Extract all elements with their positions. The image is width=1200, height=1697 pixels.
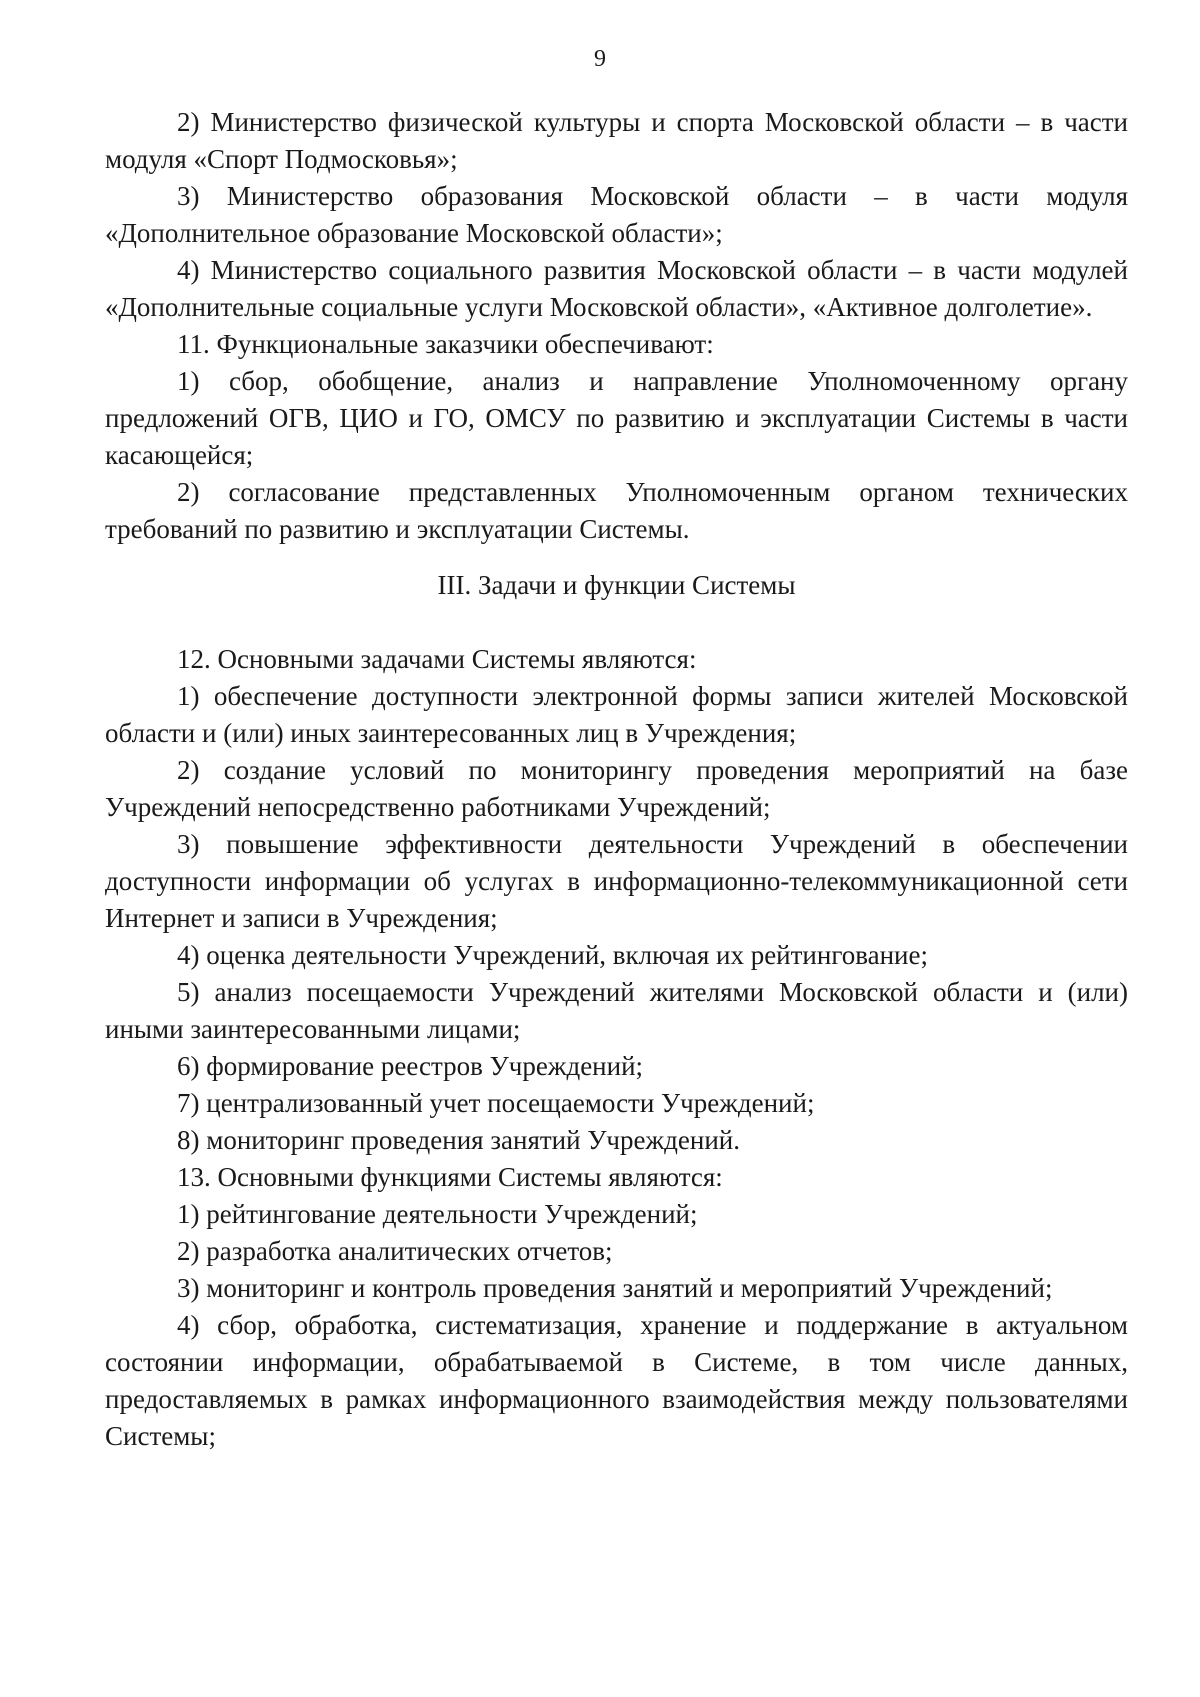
paragraph: 1) сбор, обобщение, анализ и направление Уполномоченному органу предложений ОГВ, ЦИО и ГО, ОМСУ по развитию и эксплуатации Системы в части касающейся; (105, 366, 1128, 470)
page-number: 9 (594, 46, 606, 72)
paragraph: 3) повышение эффективности деятельности Учреждений в обеспечении доступности информации об услугах в информационно-телекоммуникационной сети Интернет и записи в Учреждения; (105, 829, 1128, 933)
paragraph: 7) централизованный учет посещаемости Учреждений; (177, 1088, 815, 1118)
paragraph: 12. Основными задачами Системы являются: (177, 644, 697, 674)
paragraph: 4) сбор, обработка, систематизация, хранение и поддержание в актуальном состоянии информации, обрабатываемой в Системе, в том числе данных, предоставляемых в рамках информационного взаимодействия между пользователями Системы; (105, 1310, 1128, 1451)
paragraph: 5) анализ посещаемости Учреждений жителями Московской области и (или) иными заинтересованными лицами; (105, 977, 1128, 1044)
section-heading: III. Задачи и функции Системы (437, 570, 796, 600)
paragraph: 13. Основными функциями Системы являются: (177, 1162, 723, 1192)
paragraph: 8) мониторинг проведения занятий Учреждений. (177, 1125, 740, 1155)
paragraph: 3) мониторинг и контроль проведения занятий и мероприятий Учреждений; (177, 1273, 1053, 1303)
paragraph: 2) Министерство физической культуры и спорта Московской области – в части модуля «Спорт Подмосковья»; (105, 107, 1128, 174)
paragraph: 11. Функциональные заказчики обеспечивают: (177, 329, 714, 359)
paragraph: 6) формирование реестров Учреждений; (177, 1051, 644, 1081)
paragraph: 2) согласование представленных Уполномоченным органом технических требований по развитию и эксплуатации Системы. (105, 477, 1128, 544)
paragraph: 1) обеспечение доступности электронной формы записи жителей Московской области и (или) иных заинтересованных лиц в Учреждения; (105, 681, 1128, 748)
paragraph: 4) оценка деятельности Учреждений, включая их рейтингование; (177, 940, 928, 970)
paragraph: 4) Министерство социального развития Московской области – в части модулей «Дополнительные социальные услуги Московской области», «Активное долголетие». (105, 255, 1128, 322)
document-body (105, 104, 1128, 1455)
paragraph: 1) рейтингование деятельности Учреждений; (177, 1199, 698, 1229)
paragraph: 2) разработка аналитических отчетов; (177, 1236, 613, 1266)
paragraph: 3) Министерство образования Московской области – в части модуля «Дополнительное образование Московской области»; (105, 181, 1128, 248)
paragraph: 2) создание условий по мониторингу проведения мероприятий на базе Учреждений непосредственно работниками Учреждений; (105, 755, 1128, 822)
